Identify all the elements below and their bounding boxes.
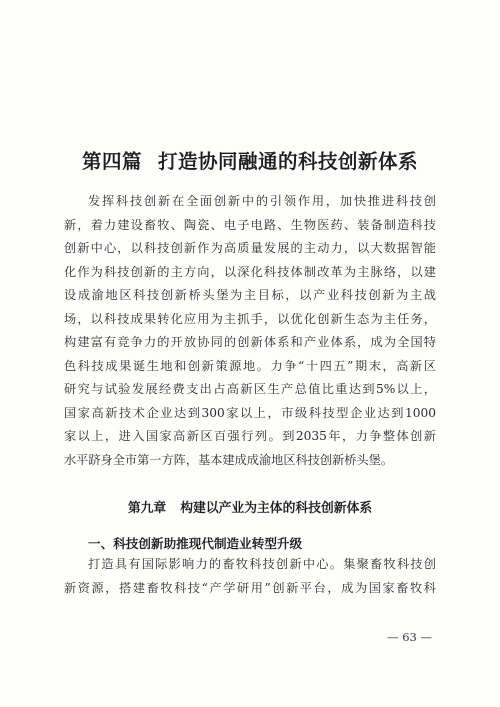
paragraph-line: 家以上，进入国家高新区百强行列。到2035年，力争整体创新 [64, 429, 436, 443]
paragraph-line: 新，着力建设畜牧、陶瓷、电子电路、生物医药、装备制造科技 [64, 217, 436, 232]
part-title [0, 146, 500, 174]
section-paragraph [64, 553, 436, 600]
paragraph-line: 研究与试验发展经费支出占高新区生产总值比重达到5%以上， [64, 382, 436, 396]
paragraph-line: 水平跻身全市第一方阵，基本建成成渝地区科技创新桥头堡。 [64, 452, 394, 467]
paragraph-line: 设成渝地区科技创新桥头堡为主目标，以产业科技创新为主战 [64, 288, 436, 302]
page-number: — 63 — [387, 630, 432, 644]
part-title-text: 打造协同融通的科技创新体系 [158, 150, 419, 173]
paragraph-line: 打造具有国际影响力的畜牧科技创新中心。集聚畜牧科技创 [88, 557, 436, 571]
chapter-label: 第九章 [127, 501, 167, 516]
section-title: 一、科技创新助推现代制造业转型升级 [88, 536, 303, 551]
chapter-title [0, 497, 500, 516]
chapter-title-text: 构建以产业为主体的科技创新体系 [180, 501, 373, 516]
paragraph-line: 化作为科技创新的主方向，以深化科技体制改革为主脉络，以建 [64, 264, 436, 279]
intro-paragraph [64, 190, 436, 472]
paragraph-line: 色科技成果诞生地和创新策源地。力争“十四五”期末，高新区 [64, 358, 436, 373]
paragraph-line: 构建富有竞争力的开放协同的创新体系和产业体系，成为全国特 [64, 335, 436, 349]
paragraph-line: 新资源，搭建畜牧科技“产学研用”创新平台，成为国家畜牧科 [64, 580, 436, 595]
paragraph-line: 场，以科技成果转化应用为主抓手，以优化创新生态为主任务， [64, 311, 436, 326]
part-label: 第四篇 [81, 150, 142, 173]
paragraph-line: 创新中心，以科技创新作为高质量发展的主动力，以大数据智能 [64, 241, 436, 255]
paragraph-line: 发挥科技创新在全面创新中的引领作用，加快推进科技创 [88, 194, 436, 208]
paragraph-line: 国家高新技术企业达到300家以上，市级科技型企业达到1000 [64, 405, 436, 420]
